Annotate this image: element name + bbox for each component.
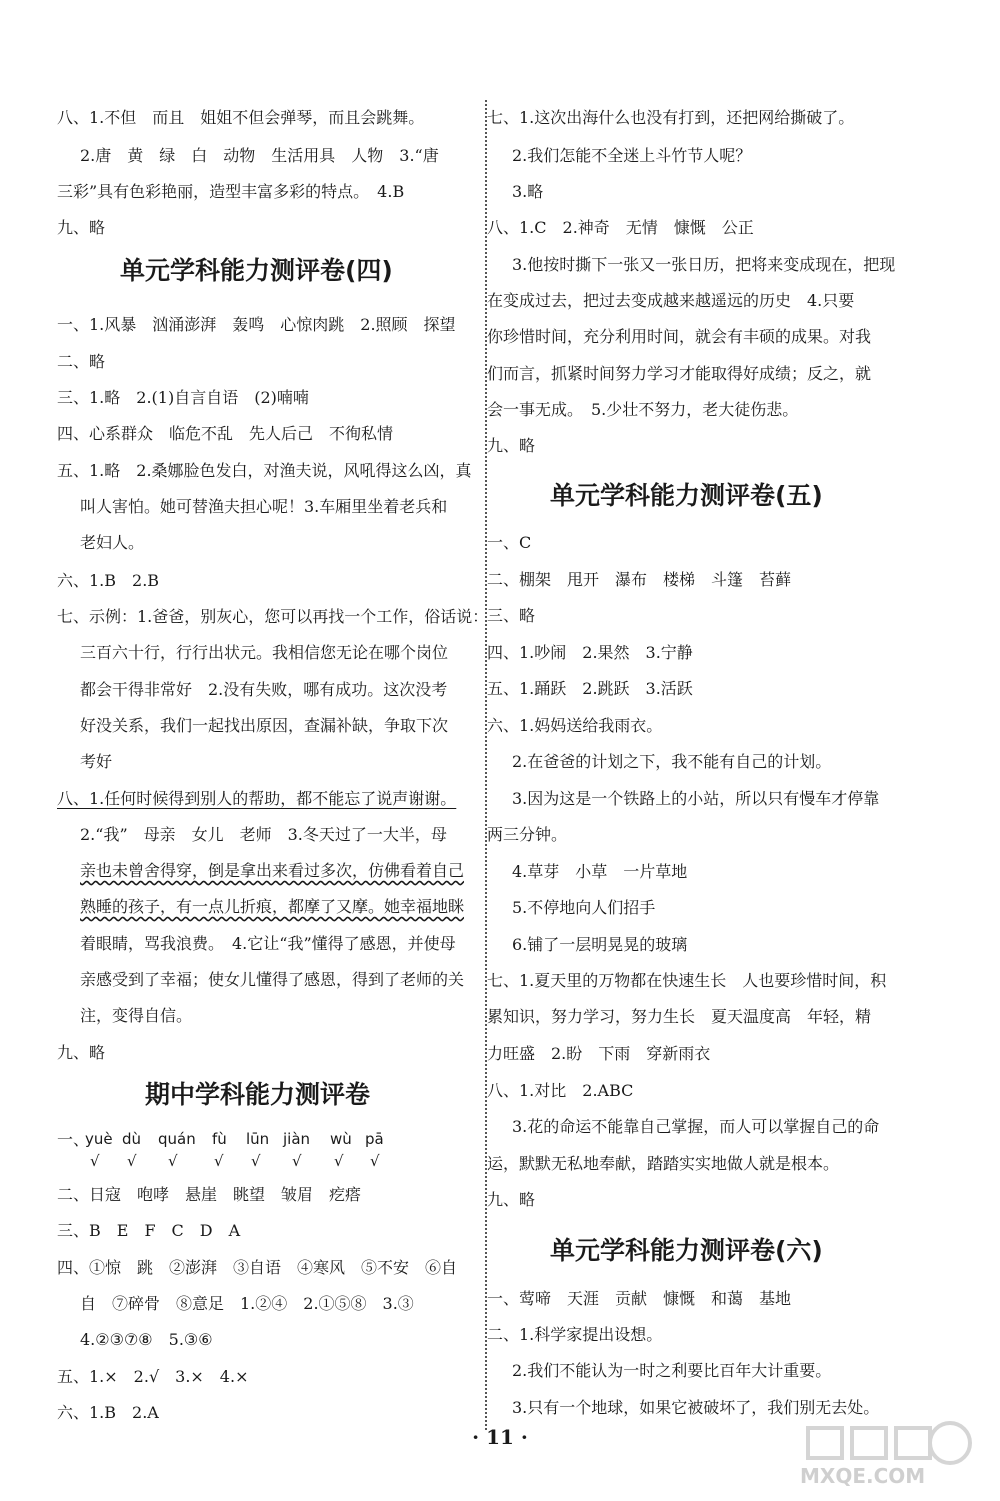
pinyin-item: pā [365,1130,384,1148]
check-mark: √ [334,1152,344,1170]
text-line: 5.不停地向人们招手 [512,898,656,917]
text-line: 会一事无成。 5.少壮不努力，老大徒伤悲。 [487,400,799,419]
text-line: 九、略 [487,1190,536,1209]
check-mark: √ [127,1152,137,1170]
text-line: 二、略 [57,352,106,371]
text-line: 2.我们不能认为一时之利要比百年大计重要。 [512,1361,832,1380]
text-line: 八、1.C 2.神奇 无情 慷慨 公正 [487,218,754,237]
text-line: 五、1.× 2.√ 3.× 4.× [57,1367,249,1386]
text-line: 五、1.踊跃 2.跳跃 3.活跃 [487,679,693,698]
text-line: 一、1.风暴 汹涌澎湃 轰鸣 心惊肉跳 2.照顾 探望 [57,315,456,334]
text-line: 注，变得自信。 [80,1006,193,1025]
text-line: 七、1.夏天里的万物都在快速生长 人也要珍惜时间，积 [487,971,887,990]
text-line: 4.草芽 小草 一片草地 [512,862,688,881]
text-line: 六、1.B 2.B [57,571,160,590]
pinyin-item: dù [122,1130,142,1148]
section-title-midterm: 期中学科能力测评卷 [145,1080,371,1109]
text-line: 三、1.略 2.(1)自言自语 (2)喃喃 [57,388,309,407]
text-line: 2.我们怎能不全迷上斗竹节人呢？ [512,146,752,165]
text-line: 六、1.B 2.A [57,1403,159,1422]
text-line: 力旺盛 2.盼 下雨 穿新雨衣 [487,1044,711,1063]
section-title-unit-5: 单元学科能力测评卷(五) [550,481,823,510]
text-line: 3.只有一个地球，如果它被破坏了，我们别无去处。 [512,1398,880,1417]
text-line: 亲感受到了幸福；使女儿懂得了感恩，得到了老师的关 [80,970,465,989]
text-line: 三彩”具有色彩艳丽，造型丰富多彩的特点。 4.B [57,182,405,201]
check-mark: √ [251,1152,261,1170]
text-line: 六、1.妈妈送给我雨衣。 [487,716,663,735]
pinyin-item: quán [158,1130,196,1148]
text-line: 一、莺啼 天涯 贡献 慷慨 和蔼 基地 [487,1289,792,1308]
page-number: · 11 · [472,1425,528,1449]
text-line: 都会干得非常好 2.没有失败，哪有成功。这次没考 [80,680,448,699]
text-line: 着眼睛，骂我浪费。 4.它让“我”懂得了感恩，并使母 [80,934,456,953]
pinyin-item: lūn [246,1130,270,1148]
text-line: 累知识，努力学习，努力生长 夏天温度高 年轻，精 [487,1007,872,1026]
text-line: 2.在爸爸的计划之下，我不能有自己的计划。 [512,752,832,771]
section-title-unit-6: 单元学科能力测评卷(六) [550,1236,823,1265]
text-line: 二、棚架 甩开 瀑布 楼梯 斗篷 苔藓 [487,570,792,589]
text-line: 熟睡的孩子，有一点儿折痕，都摩了又摩。她幸福地眯 [80,897,465,916]
check-mark: √ [370,1152,380,1170]
text-line: 3.花的命运不能靠自己掌握，而人可以掌握自己的命 [512,1117,880,1136]
text-line: 八、1.不但 而且 姐姐不但会弹琴，而且会跳舞。 [57,108,425,127]
watermark-logo [800,1420,980,1490]
text-line: 两三分钟。 [487,825,568,844]
text-line: 八、1.对比 2.ABC [487,1081,634,1100]
text-line: 3.因为这是一个铁路上的小站，所以只有慢车才停靠 [512,789,880,808]
text-line: 4.②③⑦⑧ 5.③⑥ [80,1330,213,1349]
text-line: 在变成过去，把过去变成越来越遥远的历史 4.只要 [487,291,855,310]
check-mark: √ [168,1152,178,1170]
text-line: 一、C [487,533,532,552]
pinyin-item: yuè [85,1130,113,1148]
check-mark: √ [90,1152,100,1170]
text-line: 三百六十行，行行出状元。我相信您无论在哪个岗位 [80,643,449,662]
text-line: 叫人害怕。她可替渔夫担心呢！3.车厢里坐着老兵和 [80,497,448,516]
pinyin-item: wù [330,1130,352,1148]
text-line: 们而言，抓紧时间努力学习才能取得好成绩；反之，就 [487,364,872,383]
text-line: 自 ⑦碎骨 ⑧意足 1.②④ 2.①⑤⑧ 3.③ [80,1294,414,1313]
pinyin-item: jiàn [283,1130,311,1148]
text-line: 3.略 [512,182,544,201]
text-line: 运，默默无私地奉献，踏踏实实地做人就是根本。 [487,1154,840,1173]
text-line: 四、心系群众 临危不乱 先人后己 不徇私情 [57,424,394,443]
text-line: 二、日寇 咆哮 悬崖 眺望 皱眉 疙瘩 [57,1185,362,1204]
text-line: 亲也未曾舍得穿，倒是拿出来看过多次，仿佛看着自己 [80,861,465,880]
text-line: 二、1.科学家提出设想。 [487,1325,663,1344]
text-line: 2.“我” 母亲 女儿 老师 3.冬天过了一大半，母 [80,825,447,844]
text-line: 你珍惜时间，充分利用时间，就会有丰硕的成果。对我 [487,327,872,346]
text-line: 七、示例：1.爸爸，别灰心，您可以再找一个工作，俗话说： [57,607,489,626]
text-line: 三、略 [487,606,536,625]
text-line: 九、略 [57,1043,106,1062]
text-line: 四、①惊 跳 ②澎湃 ③自语 ④寒风 ⑤不安 ⑥自 [57,1258,458,1277]
watermark-text: MXQE.COM [800,1464,926,1488]
text-line: 三、B E F C D A [57,1221,241,1240]
text-line: 九、略 [487,436,536,455]
text-line: 七、1.这次出海什么也没有打到，还把网给撕破了。 [487,108,855,127]
text-line: 考好 [80,752,113,771]
text-line: 五、1.略 2.桑娜脸色发白，对渔夫说，风吼得这么凶，真 [57,461,472,480]
text-line: 好没关系，我们一起找出原因，查漏补缺，争取下次 [80,716,449,735]
text-line: 2.唐 黄 绿 白 动物 生活用具 人物 3.“唐 [80,146,439,165]
text-line: 一、 [57,1130,90,1149]
check-mark: √ [214,1152,224,1170]
watermark-stamp-icon [800,1420,980,1466]
section-title-unit-4: 单元学科能力测评卷(四) [120,256,393,285]
text-line: 老妇人。 [80,533,145,552]
text-line: 四、1.吵闹 2.果然 3.宁静 [487,643,693,662]
pinyin-item: fù [212,1130,227,1148]
text-line: 八、1.任何时候得到别人的帮助，都不能忘了说声谢谢。 [57,789,457,808]
text-line: 3.他按时撕下一张又一张日历，把将来变成现在，把现 [512,255,896,274]
check-mark: √ [292,1152,302,1170]
text-line: 九、略 [57,218,106,237]
text-line: 6.铺了一层明晃晃的玻璃 [512,935,688,954]
